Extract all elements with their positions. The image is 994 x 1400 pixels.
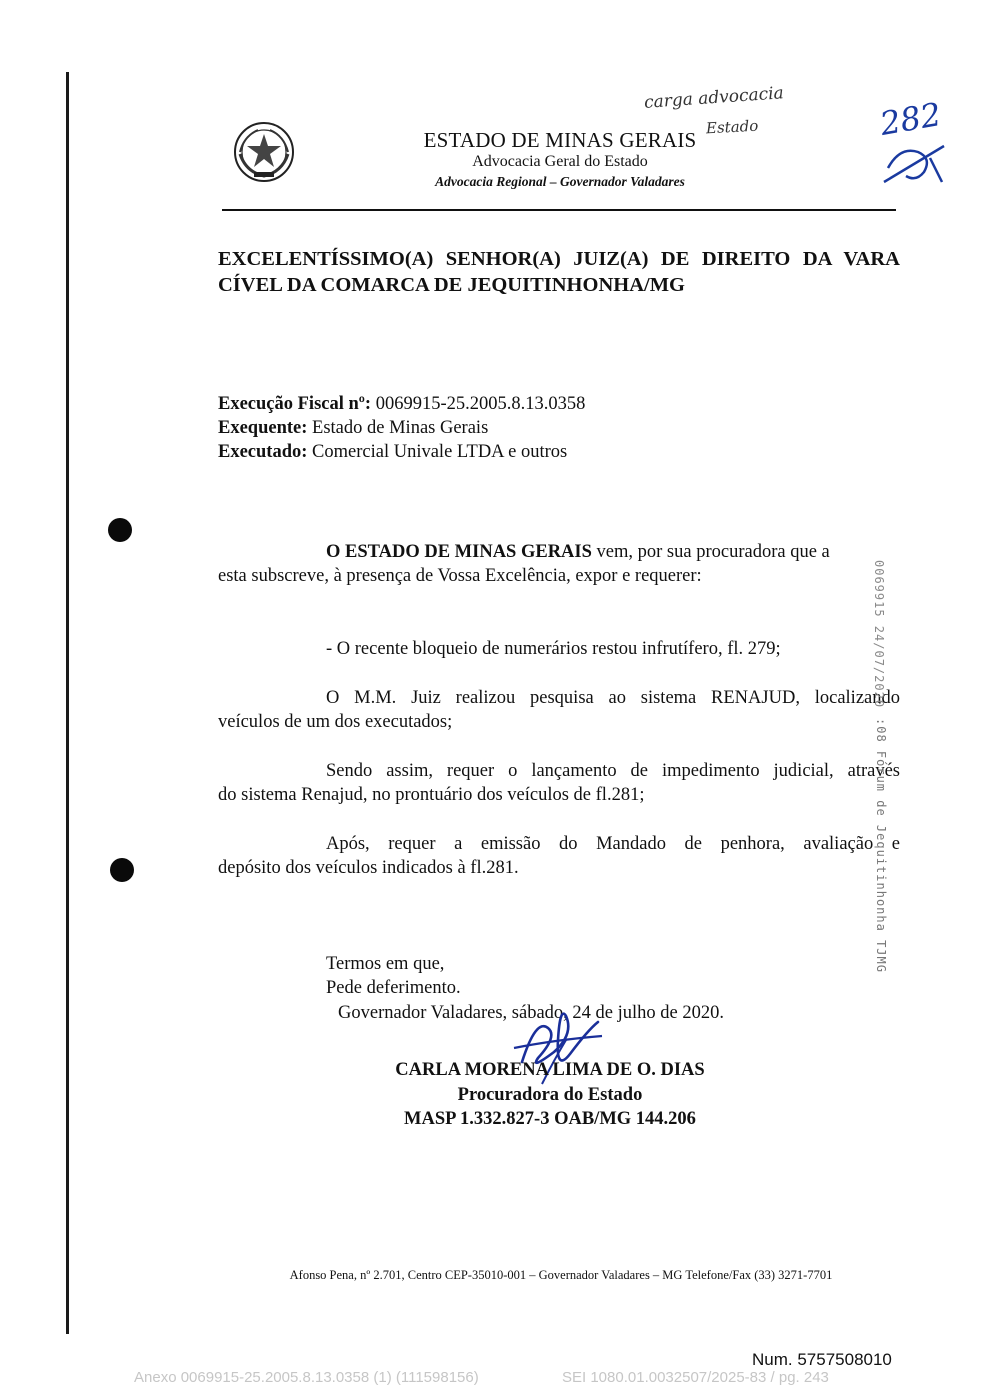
- coat-of-arms-seal-icon: [232, 120, 296, 184]
- header-regional: Advocacia Regional – Governador Valadares: [435, 174, 685, 189]
- sei-reference: SEI 1080.01.0032507/2025-83 / pg. 243: [562, 1369, 829, 1386]
- left-margin-rule: [66, 72, 69, 1334]
- case-execucao-label: Execução Fiscal nº:: [218, 394, 372, 414]
- case-executado: [218, 442, 567, 463]
- addressee: EXCELENTÍSSIMO(A) SENHOR(A) JUIZ(A) DE DIREITO DA VARA CÍVEL DA COMARCA DE JEQUITINHONHA/MG: [218, 248, 900, 296]
- case-exequente: [218, 418, 488, 439]
- p2-line2: veículos de um dos executados;: [218, 712, 453, 732]
- case-exequente-label: Exequente:: [218, 418, 308, 438]
- handwritten-page-number: 282: [877, 94, 944, 144]
- case-executado-label: Executado:: [218, 442, 308, 462]
- signatory-ids: MASP 1.332.827-3 OAB/MG 144.206: [404, 1109, 696, 1129]
- signatory-name: CARLA MORENA LIMA DE O. DIAS: [395, 1060, 705, 1080]
- handwritten-note-line2: Estado: [705, 116, 759, 138]
- punch-hole-bottom: [110, 858, 134, 882]
- header-divider: [222, 209, 896, 211]
- p4-line1: Após, requer a emissão do Mandado de penhora, avaliação e: [326, 834, 900, 854]
- intro-line1: [326, 540, 902, 564]
- case-execucao: [218, 394, 585, 415]
- protocol-stamp-top: 0069915 24/07/2020: [872, 560, 886, 709]
- signatory-title: Procuradora do Estado: [457, 1085, 643, 1105]
- closing-line2: Pede deferimento.: [326, 978, 461, 998]
- footer-address: Afonso Pena, nº 2.701, Centro CEP-35010-001 – Governador Valadares – MG Telefone/Fax (33) 3271-7701: [289, 1268, 833, 1282]
- intro-rest: vem, por sua procuradora que a: [596, 542, 830, 562]
- header-state: ESTADO DE MINAS GERAIS: [423, 128, 697, 152]
- intro-bold: O ESTADO DE MINAS GERAIS: [326, 542, 592, 562]
- item-bloqueio: - O recente bloqueio de numerários restou infrutífero, fl. 279;: [326, 639, 781, 659]
- header-agency: Advocacia Geral do Estado: [472, 153, 648, 170]
- punch-hole-top: [108, 518, 132, 542]
- crossed-out-page-number-icon: [880, 138, 950, 190]
- protocol-stamp-side: :08 Fórum de Jequitinhonha TJMG: [874, 718, 888, 973]
- document-number: Num. 5757508010: [752, 1350, 892, 1369]
- annex-reference: Anexo 0069915-25.2005.8.13.0358 (1) (111598156): [134, 1369, 479, 1386]
- handwritten-note-line1: carga advocacia: [643, 83, 785, 113]
- case-executado-value: Comercial Univale LTDA e outros: [312, 442, 568, 462]
- closing-place-date: Governador Valadares, sábado, 24 de julho de 2020.: [338, 1003, 724, 1023]
- p3-line2: do sistema Renajud, no prontuário dos veículos de fl.281;: [218, 785, 645, 805]
- closing-line1: Termos em que,: [326, 954, 445, 974]
- intro-line2: esta subscreve, à presença de Vossa Excelência, expor e requerer:: [218, 566, 702, 586]
- case-exequente-value: Estado de Minas Gerais: [312, 418, 489, 438]
- p4-line2: depósito dos veículos indicados à fl.281.: [218, 858, 519, 878]
- p2-line1: O M.M. Juiz realizou pesquisa ao sistema RENAJUD, localizando: [326, 688, 900, 708]
- case-execucao-value: 0069915-25.2005.8.13.0358: [375, 394, 586, 414]
- p3-line1: Sendo assim, requer o lançamento de impedimento judicial, através: [326, 761, 900, 781]
